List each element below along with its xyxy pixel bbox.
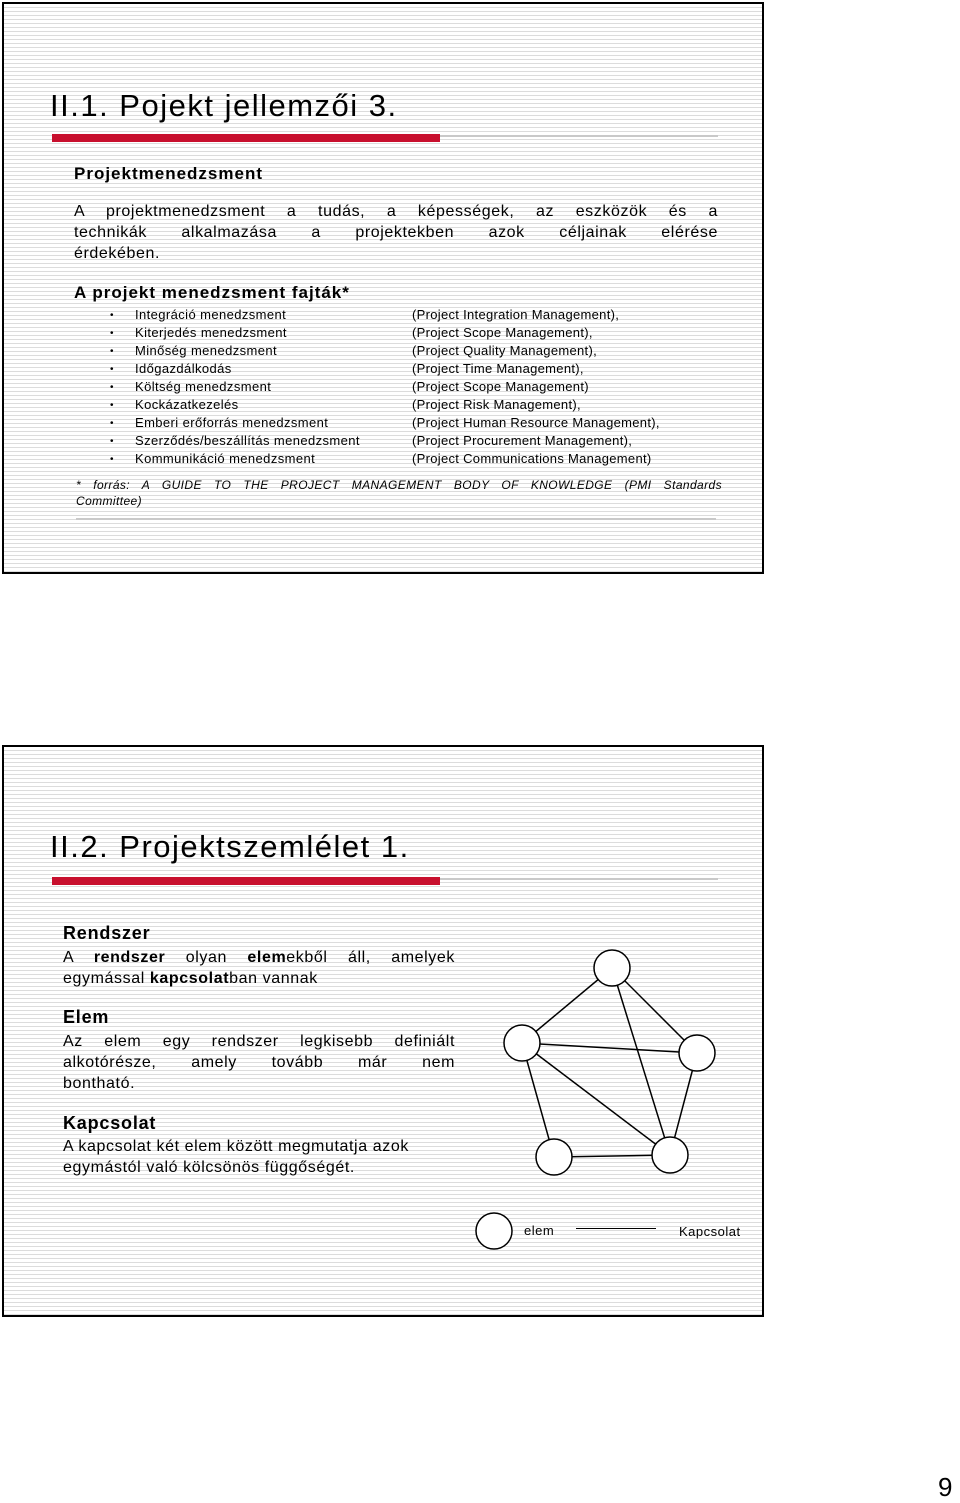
elem-title: Elem xyxy=(63,1007,110,1027)
type-hu: Emberi erőforrás menedzsment xyxy=(135,415,329,430)
slide-1-title: II.1. Pojekt jellemzői 3. xyxy=(50,88,398,123)
slide-2-title: II.2. Projektszemlélet 1. xyxy=(50,829,410,864)
type-hu: Költség menedzsment xyxy=(135,379,272,394)
section-title: Projektmenedzsment xyxy=(74,164,263,183)
title-divider xyxy=(440,135,718,137)
text-run: ban vannak xyxy=(229,970,318,987)
type-en: (Project Time Management), xyxy=(412,361,584,376)
types-title: A projekt menedzsment fajták* xyxy=(74,283,350,302)
footer-divider xyxy=(76,518,716,520)
bullet-icon: • xyxy=(110,382,114,393)
legend-elem-circle xyxy=(472,1209,520,1257)
edge xyxy=(522,1043,670,1155)
elem-line-1: Az elem egy rendszer legkisebb definiált xyxy=(63,1033,455,1050)
bullet-icon: • xyxy=(110,400,114,411)
text-run: A xyxy=(63,949,94,966)
kapcsolat-line-1: A kapcsolat két elem között megmutatja azok xyxy=(63,1138,409,1155)
text-run: egymással xyxy=(63,970,150,987)
legend-kapcsolat-line xyxy=(576,1228,656,1229)
elem-line-3: bontható. xyxy=(63,1075,136,1092)
bullet-icon: • xyxy=(110,364,114,375)
type-en: (Project Scope Management) xyxy=(412,379,589,394)
bullet-icon: • xyxy=(110,346,114,357)
node xyxy=(679,1035,715,1071)
rendszer-title: Rendszer xyxy=(63,923,151,943)
rendszer-line-1 xyxy=(63,947,455,968)
rendszer-text xyxy=(63,947,455,989)
type-hu: Kiterjedés menedzsment xyxy=(135,325,287,340)
title-accent-bar xyxy=(52,134,440,142)
legend-elem-label: elem xyxy=(524,1223,555,1238)
slide-1 xyxy=(2,2,764,574)
rendszer-line-2 xyxy=(63,968,455,989)
type-en: (Project Scope Management), xyxy=(412,325,593,340)
type-hu: Kockázatkezelés xyxy=(135,397,239,412)
elem-line-2: alkotórésze, amely tovább már nem xyxy=(63,1054,455,1071)
type-en: (Project Procurement Management), xyxy=(412,433,633,448)
footnote-line-1: * forrás: A GUIDE TO THE PROJECT MANAGEMENT BODY OF KNOWLEDGE (PMI Standards xyxy=(76,478,722,492)
type-en: (Project Integration Management), xyxy=(412,307,620,322)
definition-line-3: érdekében. xyxy=(74,245,161,262)
bullet-icon: • xyxy=(110,418,114,429)
kapcsolat-text xyxy=(63,1136,483,1178)
definition-line-2: technikák alkalmazása a projektekben azok céljainak elérése xyxy=(74,224,718,241)
title-accent-bar xyxy=(52,877,440,885)
text-run: ekből áll, amelyek xyxy=(286,949,455,966)
type-hu: Szerződés/beszállítás menedzsment xyxy=(135,433,360,448)
type-en: (Project Human Resource Management), xyxy=(412,415,660,430)
node xyxy=(594,950,630,986)
page-number: 9 xyxy=(938,1472,953,1502)
elem-text xyxy=(63,1031,455,1094)
term-rendszer: rendszer xyxy=(93,949,166,966)
network-diagram xyxy=(492,943,732,1183)
text-run: olyan xyxy=(165,949,248,966)
title-divider xyxy=(440,878,718,880)
bullet-icon: • xyxy=(110,328,114,339)
kapcsolat-line-2: egymástól való kölcsönös függőségét. xyxy=(63,1159,355,1176)
type-en: (Project Communications Management) xyxy=(412,451,652,466)
edge xyxy=(522,1043,697,1053)
type-hu: Integráció menedzsment xyxy=(135,307,287,322)
type-hu: Minőség menedzsment xyxy=(135,343,277,358)
bullet-icon: • xyxy=(110,454,114,465)
term-kapcsolat: kapcsolat xyxy=(149,970,230,987)
footnote-line-2: Committee) xyxy=(76,494,143,508)
term-elem: elem xyxy=(247,949,287,966)
type-en: (Project Quality Management), xyxy=(412,343,597,358)
bullet-icon: • xyxy=(110,310,114,321)
type-en: (Project Risk Management), xyxy=(412,397,581,412)
node xyxy=(536,1139,572,1175)
definition-line-1: A projektmenedzsment a tudás, a képességek, az eszközök és a xyxy=(74,203,718,220)
bullet-icon: • xyxy=(110,436,114,447)
type-hu: Kommunikáció menedzsment xyxy=(135,451,316,466)
slide-2 xyxy=(2,745,764,1317)
node xyxy=(652,1137,688,1173)
type-hu: Időgazdálkodás xyxy=(135,361,232,376)
node xyxy=(504,1025,540,1061)
legend-kapcsolat-label: Kapcsolat xyxy=(679,1224,741,1239)
kapcsolat-title: Kapcsolat xyxy=(63,1113,157,1133)
